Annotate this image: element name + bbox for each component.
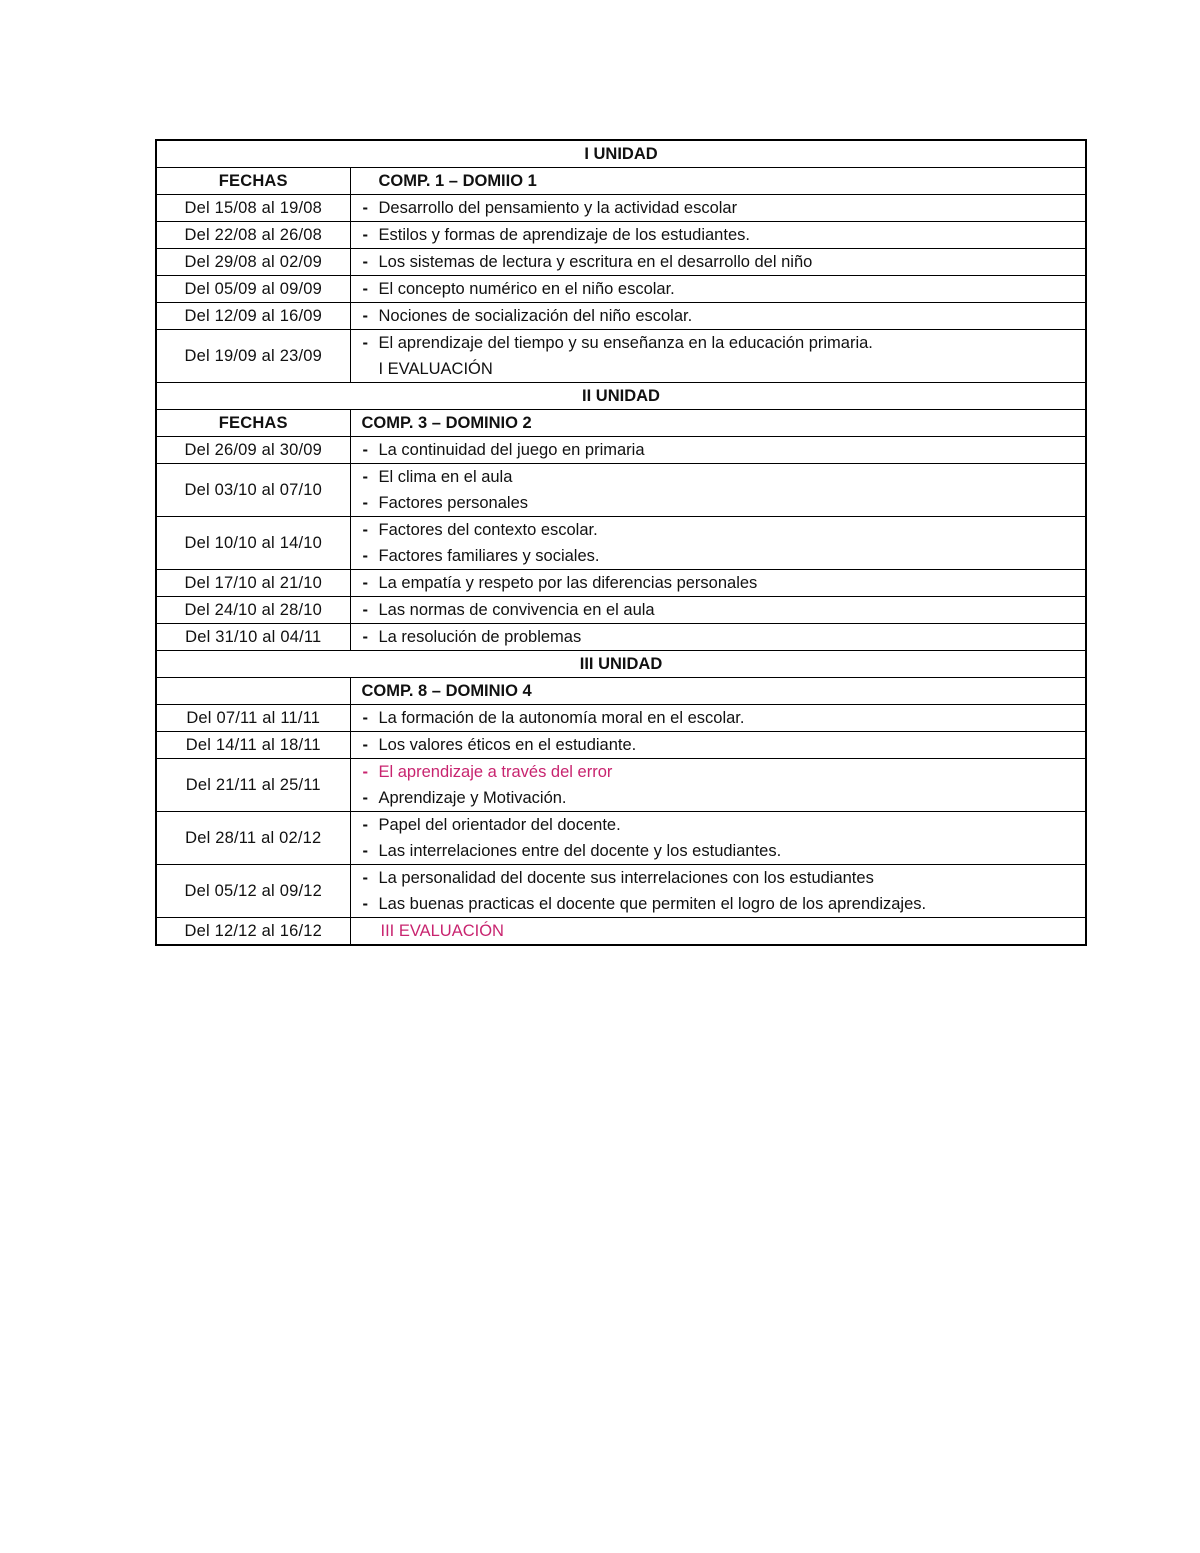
topic-text: La continuidad del juego en primaria bbox=[378, 441, 645, 459]
topics-cell bbox=[350, 624, 1086, 651]
topic-text: La personalidad del docente sus interrelaciones con los estudiantes bbox=[378, 869, 874, 887]
bullet-dash: - bbox=[362, 199, 368, 217]
topics-cell bbox=[350, 303, 1086, 330]
bullet-dash: - bbox=[362, 842, 368, 860]
table-row bbox=[156, 865, 1086, 918]
dates-header bbox=[156, 678, 350, 705]
bullet-dash: - bbox=[362, 709, 368, 727]
topic-item bbox=[363, 597, 1086, 623]
topic-item bbox=[363, 249, 1086, 275]
date-range: Del 05/09 al 09/09 bbox=[156, 276, 350, 303]
unit-title: II UNIDAD bbox=[156, 383, 1086, 410]
table-row bbox=[156, 812, 1086, 865]
topic-text: Papel del orientador del docente. bbox=[378, 816, 621, 834]
topics-cell bbox=[350, 865, 1086, 918]
date-range: Del 21/11 al 25/11 bbox=[156, 759, 350, 812]
topic-item bbox=[363, 865, 1086, 891]
unit-title-row bbox=[156, 651, 1086, 678]
table-row bbox=[156, 276, 1086, 303]
unit-title-row bbox=[156, 383, 1086, 410]
topic-text: Aprendizaje y Motivación. bbox=[378, 789, 567, 807]
topic-text: Las normas de convivencia en el aula bbox=[378, 601, 655, 619]
bullet-dash: - bbox=[362, 628, 368, 646]
topics-cell bbox=[350, 222, 1086, 249]
topic-text: Nociones de socialización del niño escolar. bbox=[378, 307, 693, 325]
topic-text: Desarrollo del pensamiento y la actividad escolar bbox=[378, 199, 738, 217]
date-range: Del 12/12 al 16/12 bbox=[156, 918, 350, 946]
schedule-table bbox=[155, 139, 1087, 946]
topic-text: Las interrelaciones entre del docente y los estudiantes. bbox=[378, 842, 782, 860]
table-row bbox=[156, 222, 1086, 249]
bullet-dash: - bbox=[362, 789, 368, 807]
topics-cell bbox=[350, 732, 1086, 759]
dates-header: FECHAS bbox=[156, 410, 350, 437]
topic-item bbox=[363, 490, 1086, 516]
topics-cell bbox=[350, 759, 1086, 812]
topics-cell bbox=[350, 705, 1086, 732]
date-range: Del 22/08 al 26/08 bbox=[156, 222, 350, 249]
date-range: Del 03/10 al 07/10 bbox=[156, 464, 350, 517]
bullet-dash: - bbox=[362, 521, 368, 539]
bullet-dash: - bbox=[362, 736, 368, 754]
bullet-dash: - bbox=[362, 816, 368, 834]
table-row bbox=[156, 624, 1086, 651]
table-row bbox=[156, 732, 1086, 759]
evaluation-item bbox=[363, 918, 1086, 944]
topic-text: Factores del contexto escolar. bbox=[378, 521, 598, 539]
topic-item bbox=[363, 437, 1086, 463]
topic-text: Factores personales bbox=[378, 494, 528, 512]
topics-cell bbox=[350, 276, 1086, 303]
highlighted-topic-item bbox=[363, 759, 1086, 785]
topic-item bbox=[363, 330, 1086, 356]
topic-item bbox=[363, 705, 1086, 731]
bullet-dash: - bbox=[362, 547, 368, 565]
table-row bbox=[156, 597, 1086, 624]
bullet-dash: - bbox=[362, 494, 368, 512]
topic-item bbox=[363, 276, 1086, 302]
topic-text: Los valores éticos en el estudiante. bbox=[378, 736, 637, 754]
topic-text: La empatía y respeto por las diferencias personales bbox=[378, 574, 758, 592]
topics-cell bbox=[350, 918, 1086, 946]
bullet-dash: - bbox=[362, 280, 368, 298]
bullet-dash: - bbox=[362, 601, 368, 619]
date-range: Del 19/09 al 23/09 bbox=[156, 330, 350, 383]
column-header-row bbox=[156, 168, 1086, 195]
topics-cell bbox=[350, 570, 1086, 597]
date-range: Del 31/10 al 04/11 bbox=[156, 624, 350, 651]
bullet-dash: - bbox=[362, 574, 368, 592]
date-range: Del 14/11 al 18/11 bbox=[156, 732, 350, 759]
table-row bbox=[156, 918, 1086, 946]
bullet-dash: - bbox=[362, 441, 368, 459]
date-range: Del 17/10 al 21/10 bbox=[156, 570, 350, 597]
table-row bbox=[156, 330, 1086, 383]
bullet-dash: - bbox=[362, 468, 368, 486]
competency-header: COMP. 8 – DOMINIO 4 bbox=[350, 678, 1086, 705]
topics-cell bbox=[350, 464, 1086, 517]
date-range: Del 29/08 al 02/09 bbox=[156, 249, 350, 276]
column-header-row bbox=[156, 410, 1086, 437]
column-header-row bbox=[156, 678, 1086, 705]
table-row bbox=[156, 570, 1086, 597]
topic-item bbox=[363, 891, 1086, 917]
topic-item bbox=[363, 543, 1086, 569]
competency-header: COMP. 3 – DOMINIO 2 bbox=[350, 410, 1086, 437]
topic-text: Estilos y formas de aprendizaje de los estudiantes. bbox=[378, 226, 750, 244]
date-range: Del 12/09 al 16/09 bbox=[156, 303, 350, 330]
bullet-dash: - bbox=[362, 307, 368, 325]
topic-item bbox=[363, 195, 1086, 221]
topic-text: El concepto numérico en el niño escolar. bbox=[378, 280, 675, 298]
table-row bbox=[156, 249, 1086, 276]
topic-text: El clima en el aula bbox=[378, 468, 513, 486]
topic-text: Los sistemas de lectura y escritura en el desarrollo del niño bbox=[378, 253, 813, 271]
competency-header: COMP. 1 – DOMIIO 1 bbox=[350, 168, 1086, 195]
topics-cell bbox=[350, 195, 1086, 222]
topic-item bbox=[363, 838, 1086, 864]
topic-item bbox=[363, 785, 1086, 811]
unit-title-row bbox=[156, 140, 1086, 168]
topic-text: La formación de la autonomía moral en el escolar. bbox=[378, 709, 745, 727]
table-row bbox=[156, 437, 1086, 464]
date-range: Del 15/08 al 19/08 bbox=[156, 195, 350, 222]
date-range: Del 10/10 al 14/10 bbox=[156, 517, 350, 570]
topic-text: La resolución de problemas bbox=[378, 628, 582, 646]
topics-cell bbox=[350, 597, 1086, 624]
unit-title: III UNIDAD bbox=[156, 651, 1086, 678]
table-row bbox=[156, 759, 1086, 812]
table-row bbox=[156, 705, 1086, 732]
evaluation-item bbox=[363, 356, 1086, 382]
date-range: Del 28/11 al 02/12 bbox=[156, 812, 350, 865]
topic-item bbox=[363, 570, 1086, 596]
date-range: Del 05/12 al 09/12 bbox=[156, 865, 350, 918]
bullet-dash: - bbox=[362, 226, 368, 244]
bullet-dash: - bbox=[362, 763, 368, 781]
evaluation-text: III EVALUACIÓN bbox=[380, 922, 504, 940]
table-row bbox=[156, 464, 1086, 517]
topic-item bbox=[363, 464, 1086, 490]
table-row bbox=[156, 303, 1086, 330]
dates-header: FECHAS bbox=[156, 168, 350, 195]
topic-text: El aprendizaje a través del error bbox=[378, 763, 613, 781]
topic-item bbox=[363, 517, 1086, 543]
topics-cell bbox=[350, 517, 1086, 570]
unit-title: I UNIDAD bbox=[156, 140, 1086, 168]
bullet-dash: - bbox=[362, 334, 368, 352]
date-range: Del 24/10 al 28/10 bbox=[156, 597, 350, 624]
date-range: Del 07/11 al 11/11 bbox=[156, 705, 350, 732]
topic-item bbox=[363, 222, 1086, 248]
topic-item bbox=[363, 732, 1086, 758]
table-row bbox=[156, 195, 1086, 222]
bullet-dash: - bbox=[362, 895, 368, 913]
topic-text: El aprendizaje del tiempo y su enseñanza en la educación primaria. bbox=[378, 334, 873, 352]
topics-cell bbox=[350, 812, 1086, 865]
topics-cell bbox=[350, 437, 1086, 464]
evaluation-text: I EVALUACIÓN bbox=[378, 360, 493, 378]
topic-text: Las buenas practicas el docente que permiten el logro de los aprendizajes. bbox=[378, 895, 927, 913]
table-row bbox=[156, 517, 1086, 570]
date-range: Del 26/09 al 30/09 bbox=[156, 437, 350, 464]
topic-text: Factores familiares y sociales. bbox=[378, 547, 600, 565]
bullet-dash: - bbox=[362, 253, 368, 271]
topic-item bbox=[363, 812, 1086, 838]
topics-cell bbox=[350, 330, 1086, 383]
topic-item bbox=[363, 303, 1086, 329]
topic-item bbox=[363, 624, 1086, 650]
bullet-dash: - bbox=[362, 869, 368, 887]
topics-cell bbox=[350, 249, 1086, 276]
